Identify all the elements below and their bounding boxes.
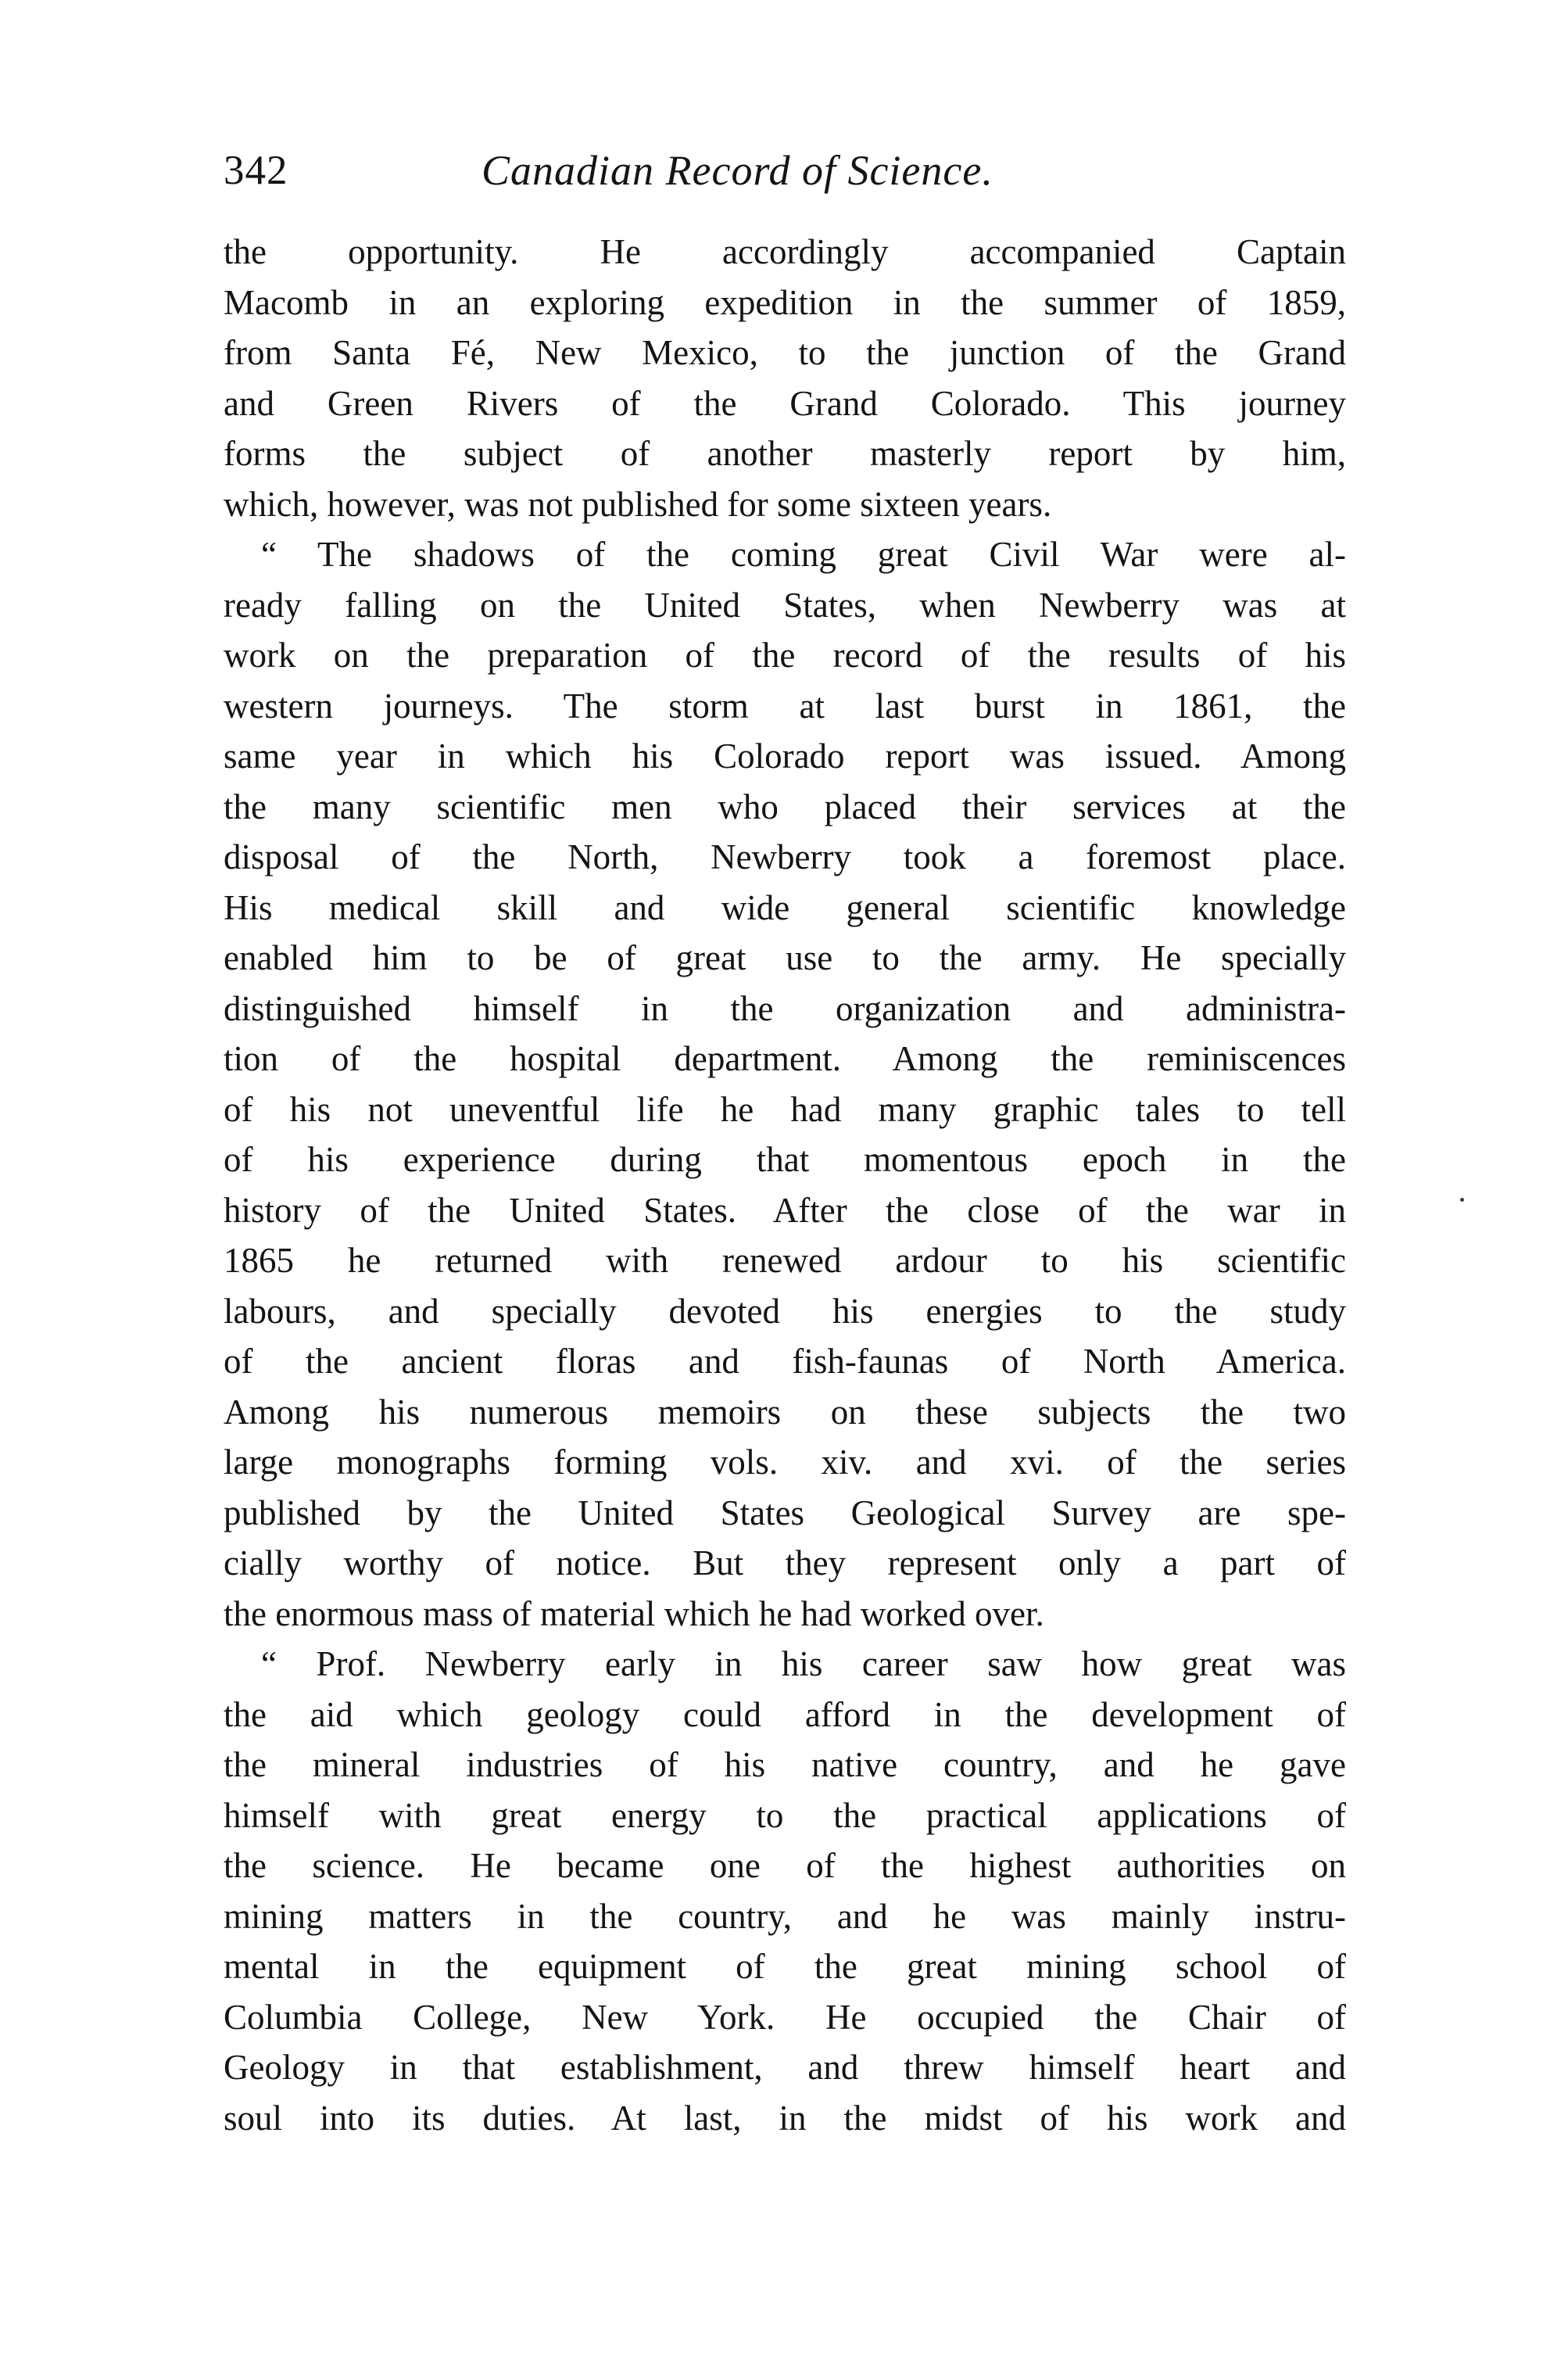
text-line: forms the subject of another masterly report by him, [224, 434, 1346, 473]
text-line: published by the United States Geological Survey are spe- [224, 1493, 1346, 1532]
body-text [224, 227, 1346, 2143]
text-line: from Santa Fé, New Mexico, to the junction of the Grand [224, 333, 1346, 372]
text-line: “ Prof. Newberry early in his career saw how great was [261, 1644, 1346, 1683]
scan-speck [1460, 1198, 1464, 1202]
paragraph [224, 1639, 1346, 2143]
running-title: Canadian Record of Science. [481, 147, 993, 194]
text-line: the enormous mass of material which he had worked over. [224, 1593, 1044, 1633]
paragraph [224, 227, 1346, 529]
text-line: Among his numerous memoirs on these subjects the two [224, 1392, 1346, 1432]
text-line: distinguished himself in the organization and administra- [224, 988, 1346, 1028]
text-line: cially worthy of notice. But they represent only a part of [224, 1543, 1346, 1582]
text-line: which, however, was not published for some sixteen years. [224, 484, 1052, 524]
text-line: the mineral industries of his native country, and he gave [224, 1745, 1346, 1784]
text-line: Columbia College, New York. He occupied the Chair of [224, 1997, 1346, 2037]
text-line: tion of the hospital department. Among the reminiscences [224, 1039, 1346, 1078]
text-line: Geology in that establishment, and threw himself heart and [224, 2048, 1346, 2087]
text-line: the aid which geology could afford in the development of [224, 1694, 1346, 1734]
text-line: ready falling on the United States, when Newberry was at [224, 585, 1346, 625]
text-line: the opportunity. He accordingly accompanied Captain [224, 232, 1346, 271]
page-number: 342 [224, 148, 288, 193]
paragraph [224, 529, 1346, 1639]
text-line: His medical skill and wide general scientific knowledge [224, 887, 1346, 927]
text-line: 1865 he returned with renewed ardour to his scientific [224, 1241, 1346, 1280]
text-line: enabled him to be of great use to the army. He specially [224, 938, 1346, 977]
text-line: himself with great energy to the practical applications of [224, 1795, 1346, 1835]
text-line: disposal of the North, Newberry took a foremost place. [224, 837, 1346, 876]
text-line: history of the United States. After the close of the war in [224, 1190, 1346, 1230]
text-line: work on the preparation of the record of the results of his [224, 636, 1346, 675]
text-line: of his not uneventful life he had many graphic tales to tell [224, 1089, 1346, 1129]
text-line: the many scientific men who placed their services at the [224, 787, 1346, 826]
text-line: western journeys. The storm at last burst in 1861, the [224, 686, 1346, 726]
text-line: same year in which his Colorado report was issued. Among [224, 737, 1346, 776]
text-line: mental in the equipment of the great mining school of [224, 1947, 1346, 1986]
page-header [224, 139, 1346, 202]
text-line: the science. He became one of the highest authorities on [224, 1846, 1346, 1885]
text-line: and Green Rivers of the Grand Colorado. This journey [224, 383, 1346, 423]
text-line: of the ancient floras and fish-faunas of North America. [224, 1342, 1346, 1381]
text-line: mining matters in the country, and he was mainly instru- [224, 1896, 1346, 1936]
text-line: labours, and specially devoted his energies to the study [224, 1291, 1346, 1331]
text-line: “ The shadows of the coming great Civil War were al- [261, 535, 1346, 574]
text-line: soul into its duties. At last, in the midst of his work and [224, 2098, 1346, 2138]
text-line: of his experience during that momentous epoch in the [224, 1140, 1346, 1179]
text-line: Macomb in an exploring expedition in the summer of 1859, [224, 282, 1346, 322]
text-line: large monographs forming vols. xiv. and xvi. of the series [224, 1443, 1346, 1482]
